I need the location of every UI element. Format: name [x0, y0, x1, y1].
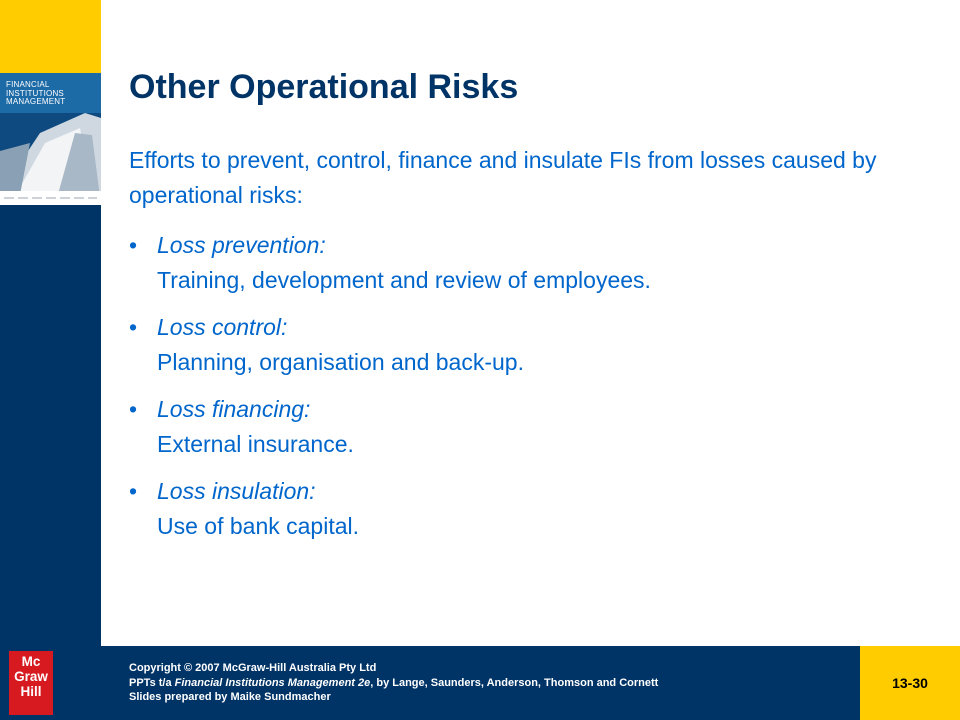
copyright-text: Copyright © 2007 McGraw-Hill Australia Pty Ltd [129, 662, 377, 674]
bullet-item [129, 392, 899, 462]
bullet-description: Planning, organisation and back-up. [157, 349, 524, 375]
bullet-icon: • [129, 314, 138, 340]
ppts-credit [129, 676, 658, 691]
page-number: 13-30 [892, 675, 928, 691]
logo-line: Graw [14, 669, 48, 684]
book-cover-line: INSTITUTIONS [6, 88, 64, 98]
footer-credits [129, 661, 658, 705]
logo-line: Hill [20, 684, 42, 699]
left-yellow-bar [0, 0, 101, 73]
mcgraw-hill-logo [9, 651, 53, 715]
bullet-icon: • [129, 478, 138, 504]
book-cover-image [0, 73, 101, 205]
prepared-by-text: Slides prepared by Maike Sundmacher [129, 691, 331, 703]
bullet-title: Loss financing: [157, 396, 311, 422]
intro-text: Efforts to prevent, control, finance and insulate FIs from losses caused by operational risks: [129, 147, 877, 208]
book-cover-line: MANAGEMENT [6, 97, 66, 106]
logo-line: Mc [21, 654, 41, 669]
bullet-icon: • [129, 396, 138, 422]
bullet-title: Loss control: [157, 314, 288, 340]
bullet-description: Training, development and review of employees. [157, 267, 651, 293]
ppts-book-title: Financial Institutions Management 2e [174, 676, 371, 689]
left-navy-bar [0, 205, 101, 646]
bullet-item [129, 310, 899, 380]
bullet-title: Loss insulation: [157, 478, 316, 504]
bullet-description: External insurance. [157, 431, 354, 457]
slide-content [129, 143, 899, 556]
bullet-title: Loss prevention: [157, 232, 326, 258]
bullet-description: Use of bank capital. [157, 513, 360, 539]
book-cover-line: FINANCIAL [6, 80, 50, 89]
ppts-prefix: PPTs t/a [129, 676, 175, 689]
ppts-authors: , by Lange, Saunders, Anderson, Thomson and Cornett [370, 676, 659, 689]
bullet-icon: • [129, 232, 138, 258]
slide-title: Other Operational Risks [129, 68, 519, 106]
slide-footer [0, 646, 960, 720]
bullet-item [129, 474, 899, 544]
book-cover-title [6, 81, 65, 107]
bullet-item [129, 228, 899, 298]
page-number-box [860, 646, 960, 720]
